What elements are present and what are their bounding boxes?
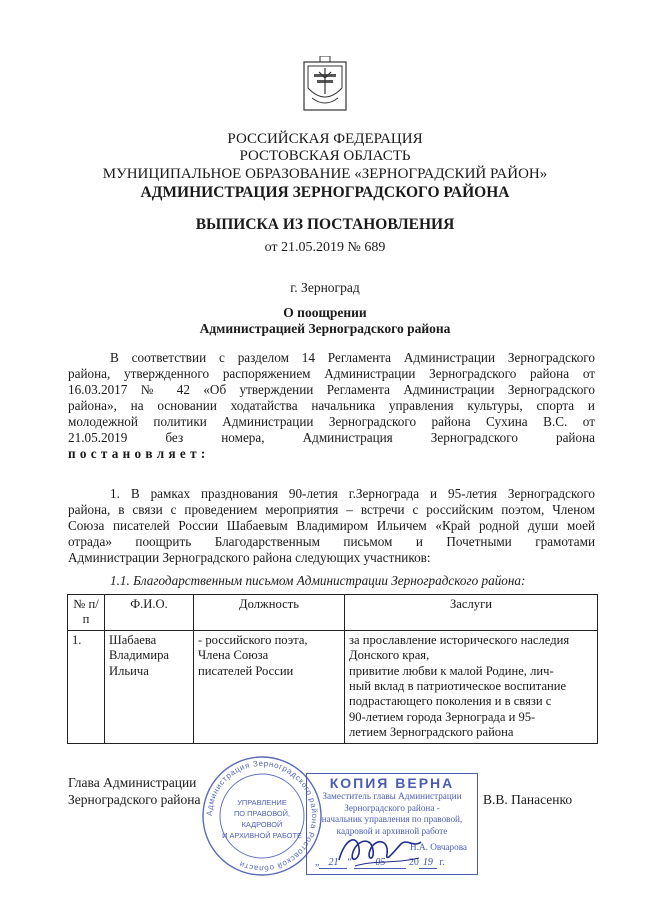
item1-line: отрада» поощрить Благодарственным письмом и Почетными грамотами bbox=[68, 534, 595, 549]
signature-position-line-1: Глава Администрации bbox=[68, 775, 197, 790]
merits-line: подрастающего поколения и в связи с bbox=[349, 694, 552, 709]
item1-line: Союза писателей России Шабаевым Владимиром Ильичем «Край родной души моей bbox=[68, 518, 595, 533]
header-line-1: РОССИЙСКАЯ ФЕДЕРАЦИЯ bbox=[227, 131, 423, 147]
cell-num: 1. bbox=[68, 630, 105, 743]
name-line: Владимира bbox=[109, 648, 170, 663]
copy-stamp-line: Заместитель главы Администрации bbox=[322, 791, 462, 801]
name-line: Ильича bbox=[109, 663, 149, 678]
preamble-line: района, утвержденного распоряжением Администрации Зерноградского района от bbox=[68, 366, 595, 381]
preamble-line: 21.05.2019 без номера, Администрация Зерноградского района bbox=[68, 430, 595, 445]
round-stamp-line: ПО ПРАВОВОЙ, bbox=[233, 809, 291, 818]
preamble-line: 16.03.2017 № 42 «Об утверждении Регламента Администрации Зерноградского bbox=[68, 382, 595, 397]
cell-name bbox=[105, 630, 194, 743]
copy-stamp-month: 05 bbox=[354, 857, 406, 869]
copy-stamp-year-prefix: 20 bbox=[408, 857, 419, 868]
table-header-row bbox=[68, 595, 598, 631]
preamble-line: молодежной политики Администрации Зерноградского района Сухина В.С. от bbox=[68, 414, 595, 429]
copy-stamp-day: 21 bbox=[319, 857, 347, 869]
header-merits: Заслуги bbox=[345, 595, 598, 631]
cell-merits bbox=[345, 630, 598, 743]
signature-name: В.В. Панасенко bbox=[483, 792, 573, 807]
item1-line: района, в связи с проведением мероприятия – встречи с российским поэтом, Членом bbox=[68, 502, 595, 517]
document-title: ВЫПИСКА ИЗ ПОСТАНОВЛЕНИЯ bbox=[195, 216, 455, 233]
merits-line: ный вклад в патриотическое воспитание bbox=[349, 679, 567, 694]
merits-line: привитие любви к малой Родине, лич- bbox=[349, 663, 554, 678]
document-date-number: от 21.05.2019 № 689 bbox=[264, 240, 386, 255]
round-stamp-line: УПРАВЛЕНИЕ bbox=[237, 798, 287, 807]
header-name: Ф.И.О. bbox=[105, 595, 194, 631]
header-num: № п/п bbox=[68, 595, 105, 631]
item1-line: Администрации Зерноградского района следующих участников: bbox=[68, 550, 431, 565]
coat-of-arms-emblem bbox=[302, 56, 348, 112]
round-stamp-line: КАДРОВОЙ bbox=[241, 820, 283, 829]
signature-position-line-2: Зерноградского района bbox=[68, 792, 201, 807]
document-city: г. Зерноград bbox=[290, 280, 360, 295]
merits-line: за прославление исторического наследия bbox=[349, 632, 570, 647]
copy-stamp-signer: Н.А. Овчарова bbox=[410, 842, 467, 852]
merits-line: Донского края, bbox=[349, 648, 430, 663]
awards-table bbox=[67, 594, 598, 744]
name-line: Шабаева bbox=[109, 632, 157, 647]
round-stamp-ring-text: Администрация Зерноградского района Ростовской области bbox=[204, 758, 320, 874]
position-line: - российского поэта, bbox=[198, 632, 308, 647]
copy-stamp-year-g: г. bbox=[439, 857, 445, 868]
header-line-2: РОСТОВСКАЯ ОБЛАСТЬ bbox=[239, 148, 411, 164]
header-position: Должность bbox=[194, 595, 345, 631]
round-stamp-line: И АРХИВНОЙ РАБОТЕ bbox=[222, 831, 302, 840]
copy-stamp-line: Зерноградского района - bbox=[344, 802, 440, 813]
round-stamp-center bbox=[222, 797, 302, 841]
table-row bbox=[68, 630, 598, 743]
cell-position bbox=[194, 630, 345, 743]
copy-stamp-year-suffix: 19 bbox=[419, 857, 437, 869]
copy-stamp-date: „ 21 “ 05 20 19 г. bbox=[315, 857, 445, 868]
merits-line: 90-летием города Зернограда и 95- bbox=[349, 709, 536, 724]
copy-stamp-title: КОПИЯ ВЕРНА bbox=[329, 775, 455, 791]
position-line: писателей России bbox=[198, 663, 294, 678]
subject-line-1: О поощрении bbox=[283, 305, 367, 320]
merits-line: летием Зерноградского района bbox=[349, 725, 514, 740]
item1-line: 1. В рамках празднования 90-летия г.Зернограда и 95-летия Зерноградского bbox=[110, 486, 595, 501]
sub-heading: 1.1. Благодарственным письмом Администрации Зерноградского района: bbox=[110, 573, 526, 588]
header-line-4: АДМИНИСТРАЦИЯ ЗЕРНОГРАДСКОГО РАЙОНА bbox=[140, 184, 510, 201]
position-line: Члена Союза bbox=[198, 648, 269, 663]
header-line-3: МУНИЦИПАЛЬНОЕ ОБРАЗОВАНИЕ «ЗЕРНОГРАДСКИЙ РАЙОН» bbox=[102, 166, 548, 182]
subject-line-2: Администрацией Зерноградского района bbox=[199, 321, 451, 336]
copy-stamp-line: кадровой и архивной работе bbox=[336, 825, 448, 836]
decree-word: п о с т а н о в л я е т : bbox=[68, 446, 206, 461]
preamble-line: В соответствии с разделом 14 Регламента Администрации Зерноградского bbox=[110, 350, 595, 365]
handwritten-signature bbox=[335, 830, 425, 870]
copy-stamp-line: начальник управления по правовой, bbox=[321, 814, 463, 824]
preamble-line: района», на основании ходатайства начальника управления культуры, спорта и bbox=[68, 398, 595, 413]
